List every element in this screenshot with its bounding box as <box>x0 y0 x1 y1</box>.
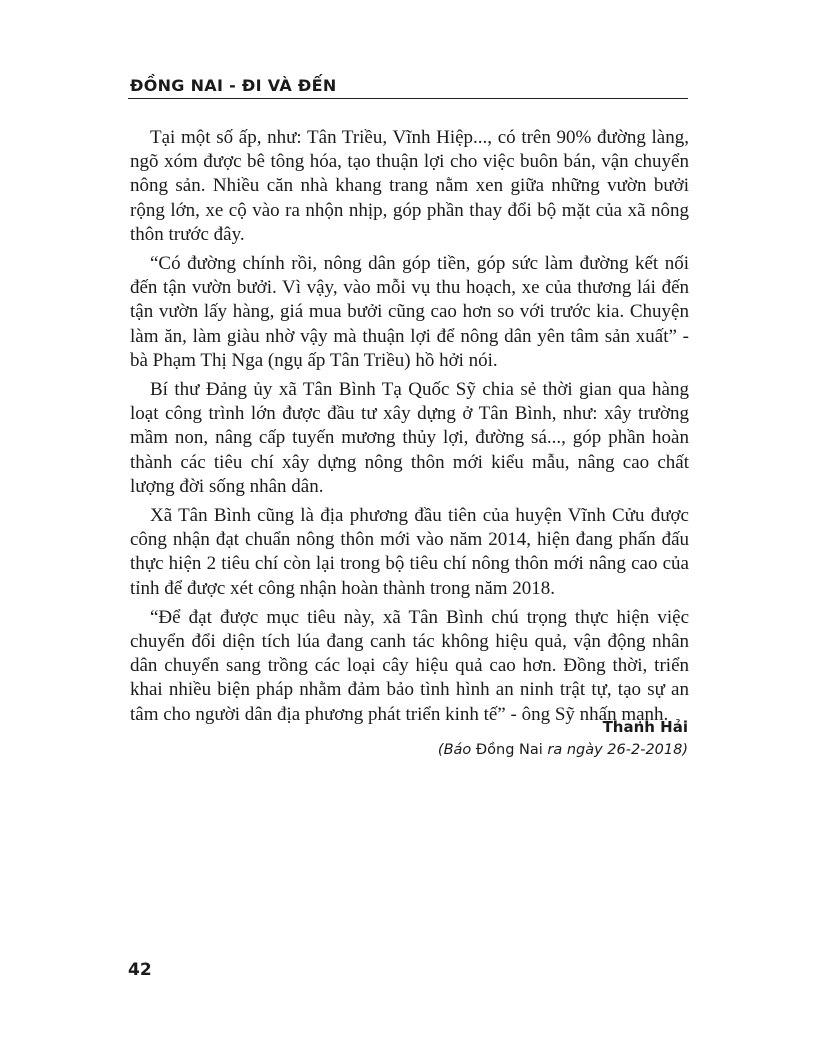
header-rule <box>128 98 688 99</box>
source-prefix: (Báo <box>437 742 476 758</box>
source-suffix: ra ngày 26-2-2018) <box>542 742 688 758</box>
page-number: 42 <box>128 960 152 980</box>
author-byline: Thanh Hải <box>602 718 688 736</box>
paragraph-1: Tại một số ấp, như: Tân Triều, Vĩnh Hiệp..., có trên 90% đường làng, ngõ xóm được bê tông hóa, tạo thuận lợi cho việc buôn bán, vận chuyển nông sản. Nhiều căn nhà khang trang nằm xen giữa những vườn bưởi rộng lớn, xe cộ vào ra nhộn nhịp, góp phần thay đổi bộ mặt của xã nông thôn trước đây. <box>130 127 689 245</box>
article-body <box>130 126 689 732</box>
source-citation <box>130 742 688 758</box>
paragraph-2: “Có đường chính rồi, nông dân góp tiền, góp sức làm đường kết nối đến tận vườn bưởi. Vì vậy, vào mỗi vụ thu hoạch, xe của thương lái đến tận vườn lấy hàng, giá mua bưởi cũng cao hơn so với trước kia. Chuyện làm ăn, làm giàu nhờ vậy mà thuận lợi để nông dân yên tâm sản xuất” - bà Phạm Thị Nga (ngụ ấp Tân Triều) hồ hởi nói. <box>130 253 689 371</box>
paragraph-3: Bí thư Đảng ủy xã Tân Bình Tạ Quốc Sỹ chia sẻ thời gian qua hàng loạt công trình lớn được đầu tư xây dựng ở Tân Bình, như: xây trường mầm non, nâng cấp tuyến mương thủy lợi, đường sá..., góp phần hoàn thành các tiêu chí xây dựng nông thôn mới kiểu mẫu, nâng cao chất lượng đời sống nhân dân. <box>130 379 689 497</box>
paragraph-4: Xã Tân Bình cũng là địa phương đầu tiên của huyện Vĩnh Cửu được công nhận đạt chuẩn nông thôn mới vào năm 2014, hiện đang phấn đấu thực hiện 2 tiêu chí còn lại trong bộ tiêu chí nông thôn mới nâng cao của tỉnh để được xét công nhận hoàn thành trong năm 2018. <box>130 505 689 599</box>
source-paper-name: Đồng Nai <box>475 742 543 758</box>
running-head-title: ĐỒNG NAI - ĐI VÀ ĐẾN <box>130 76 337 95</box>
paragraph-5: “Để đạt được mục tiêu này, xã Tân Bình chú trọng thực hiện việc chuyển đổi diện tích lúa đang canh tác không hiệu quả, vận động nhân dân chuyển sang trồng các loại cây hiệu quả cao hơn. Đồng thời, triển khai nhiều biện pháp nhằm đảm bảo tình hình an ninh trật tự, tạo sự an tâm cho người dân địa phương phát triển kinh tế” - ông Sỹ nhấn mạnh. <box>130 606 689 725</box>
